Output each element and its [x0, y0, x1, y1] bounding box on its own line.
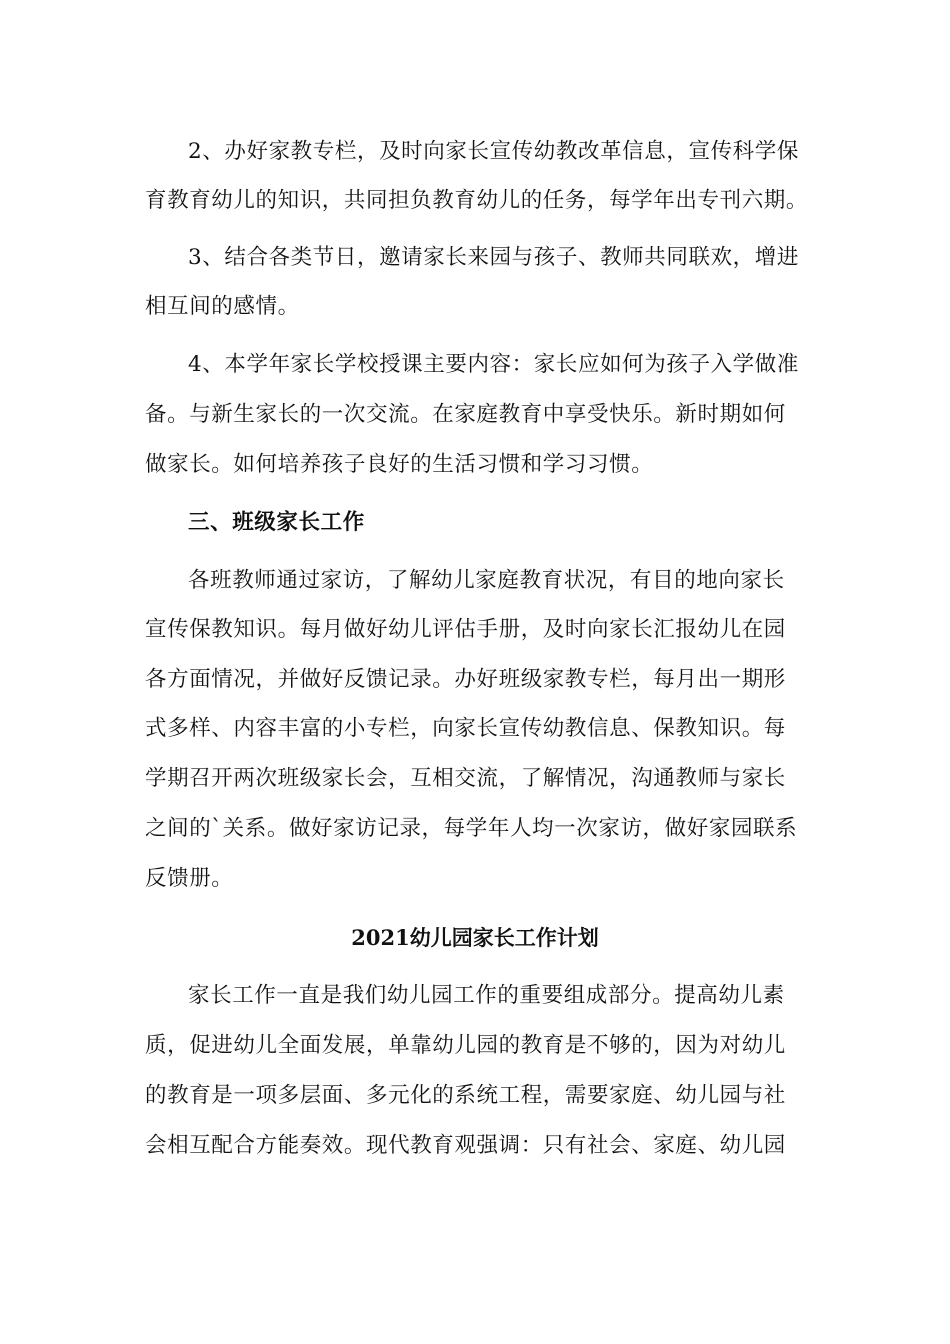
intro-paragraph-line-4: 会相互配合方能奏效。现代教育观强调：只有社会、家庭、幼儿园	[145, 1133, 786, 1158]
section-paragraph-line-1: 各班教师通过家访，了解幼儿家庭教育状况，有目的地向家长	[188, 568, 785, 593]
section-paragraph-line-7: 反馈册。	[145, 866, 234, 891]
document-title: 2021幼儿园家长工作计划	[351, 925, 599, 950]
intro-paragraph-line-3: 的教育是一项多层面、多元化的系统工程，需要家庭、幼儿园与社	[145, 1083, 786, 1108]
section-heading: 三、班级家长工作	[188, 510, 365, 535]
paragraph-4-line-1: 4、本学年家长学校授课主要内容：家长应如何为孩子入学做准	[188, 352, 799, 377]
section-paragraph-line-3: 各方面情况，并做好反馈记录。办好班级家教专栏，每月出一期形	[145, 667, 786, 692]
section-paragraph-line-4: 式多样、内容丰富的小专栏，向家长宣传幼教信息、保教知识。每	[145, 716, 786, 741]
paragraph-2-line-2: 育教育幼儿的知识，共同担负教育幼儿的任务，每学年出专刊六期。	[145, 188, 809, 213]
intro-paragraph-line-1: 家长工作一直是我们幼儿园工作的重要组成部分。提高幼儿素	[188, 983, 785, 1008]
section-paragraph-line-2: 宣传保教知识。每月做好幼儿评估手册，及时向家长汇报幼儿在园	[145, 617, 786, 642]
section-paragraph-line-5: 学期召开两次班级家长会，互相交流，了解情况，沟通教师与家长	[145, 766, 786, 791]
paragraph-4-line-2: 备。与新生家长的一次交流。在家庭教育中享受快乐。新时期如何	[145, 402, 786, 427]
paragraph-3-line-1: 3、结合各类节日，邀请家长来园与孩子、教师共同联欢，增进	[188, 245, 799, 270]
section-paragraph-line-6: 之间的`关系。做好家访记录，每学年人均一次家访，做好家园联系	[145, 816, 798, 841]
intro-paragraph-line-2: 质，促进幼儿全面发展，单靠幼儿园的教育是不够的，因为对幼儿	[145, 1033, 786, 1058]
paragraph-4-line-3: 做家长。如何培养孩子良好的生活习惯和学习习惯。	[145, 452, 654, 477]
paragraph-2-line-1: 2、办好家教专栏，及时向家长宣传幼教改革信息，宣传科学保	[188, 139, 799, 164]
paragraph-3-line-2: 相互间的感情。	[145, 294, 300, 319]
